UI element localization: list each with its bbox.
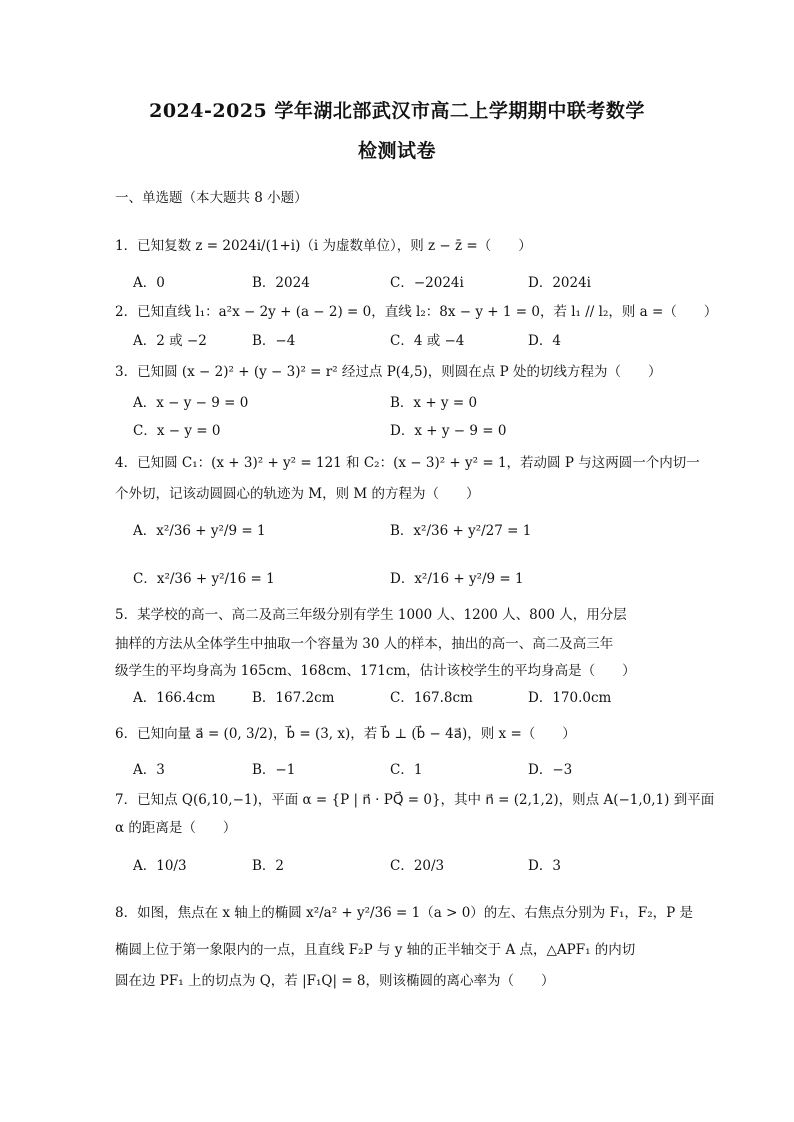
question-8-line-2: 椭圆上位于第一象限内的一点，且直线 F₂P 与 y 轴的正半轴交于 A 点，△APF₁ 的内切 — [115, 942, 636, 958]
q5-option-c: C．167.8cm — [390, 690, 473, 706]
q7-option-a: A．10/3 — [133, 858, 187, 874]
q5-option-d: D．170.0cm — [528, 690, 612, 706]
question-1: 1．已知复数 z = 2024i/(1+i)（i 为虚数单位），则 z − z̄ =（ ） — [115, 238, 532, 254]
section-heading: 一、单选题（本大题共 8 小题） — [115, 190, 308, 206]
question-3: 3．已知圆 (x − 2)² + (y − 3)² = r² 经过点 P(4,5)，则圆在点 P 处的切线方程为（ ） — [115, 364, 662, 380]
question-5-line-1: 5．某学校的高一、高二及高三年级分别有学生 1000 人、1200 人、800 人，用分层 — [115, 607, 627, 623]
q1-option-d: D．2024i — [528, 275, 591, 291]
question-6: 6．已知向量 a⃗ = (0, 3/2)，b⃗ = (3, x)，若 b⃗ ⊥ (b⃗ − 4a⃗)，则 x =（ ） — [115, 726, 576, 742]
q5-option-b: B．167.2cm — [252, 690, 335, 706]
q4-option-c: C．x²/36 + y²/16 = 1 — [133, 571, 275, 587]
q3-option-d: D．x + y − 9 = 0 — [390, 423, 507, 439]
question-7-line-2: α 的距离是（ ） — [115, 820, 237, 836]
q2-option-d: D．4 — [528, 333, 561, 349]
q1-option-a: A．0 — [133, 275, 165, 291]
question-4-line-1: 4．已知圆 C₁：(x + 3)² + y² = 121 和 C₂：(x − 3)² + y² = 1，若动圆 P 与这两圆一个内切一 — [115, 455, 700, 471]
q6-option-b: B．−1 — [252, 762, 296, 778]
q4-option-b: B．x²/36 + y²/27 = 1 — [390, 523, 532, 539]
q4-option-d: D．x²/16 + y²/9 = 1 — [390, 571, 524, 587]
q1-option-b: B．2024 — [252, 275, 310, 291]
q2-option-b: B．−4 — [252, 333, 296, 349]
question-5-line-3: 级学生的平均身高为 165cm、168cm、171cm，估计该校学生的平均身高是（ ） — [115, 663, 636, 679]
q2-option-c: C．4 或 −4 — [390, 333, 465, 349]
q7-option-b: B．2 — [252, 858, 285, 874]
question-5-line-2: 抽样的方法从全体学生中抽取一个容量为 30 人的样本，抽出的高一、高二及高三年 — [115, 636, 614, 652]
exam-subtitle: 检测试卷 — [357, 140, 436, 162]
q2-option-a: A．2 或 −2 — [133, 333, 207, 349]
q3-option-c: C．x − y = 0 — [133, 423, 221, 439]
q4-option-a: A．x²/36 + y²/9 = 1 — [133, 523, 266, 539]
q1-option-c: C．−2024i — [390, 275, 464, 291]
q3-option-b: B．x + y = 0 — [390, 395, 478, 411]
q7-option-c: C．20/3 — [390, 858, 445, 874]
q6-option-c: C．1 — [390, 762, 423, 778]
q5-option-a: A．166.4cm — [133, 690, 216, 706]
question-7-line-1: 7．已知点 Q(6,10,−1)，平面 α = {P | n⃗ · PQ⃗ = 0}，其中 n⃗ = (2,1,2)，则点 A(−1,0,1) 到平面 — [115, 792, 715, 808]
q6-option-a: A．3 — [133, 762, 165, 778]
q6-option-d: D．−3 — [528, 762, 573, 778]
q3-option-a: A．x − y − 9 = 0 — [133, 395, 249, 411]
question-4-line-2: 个外切，记该动圆圆心的轨迹为 M，则 M 的方程为（ ） — [115, 486, 480, 502]
question-8-line-3: 圆在边 PF₁ 上的切点为 Q，若 |F₁Q| = 8，则该椭圆的离心率为（ ） — [115, 973, 555, 989]
question-8-line-1: 8．如图，焦点在 x 轴上的椭圆 x²/a² + y²/36 = 1（a > 0）的左、右焦点分别为 F₁，F₂，P 是 — [115, 905, 694, 921]
exam-title: 2024-2025 学年湖北部武汉市高二上学期期中联考数学 — [149, 100, 645, 122]
question-2: 2．已知直线 l₁：a²x − 2y + (a − 2) = 0，直线 l₂：8x − y + 1 = 0，若 l₁ // l₂，则 a =（ ） — [115, 304, 718, 320]
q7-option-d: D．3 — [528, 858, 561, 874]
